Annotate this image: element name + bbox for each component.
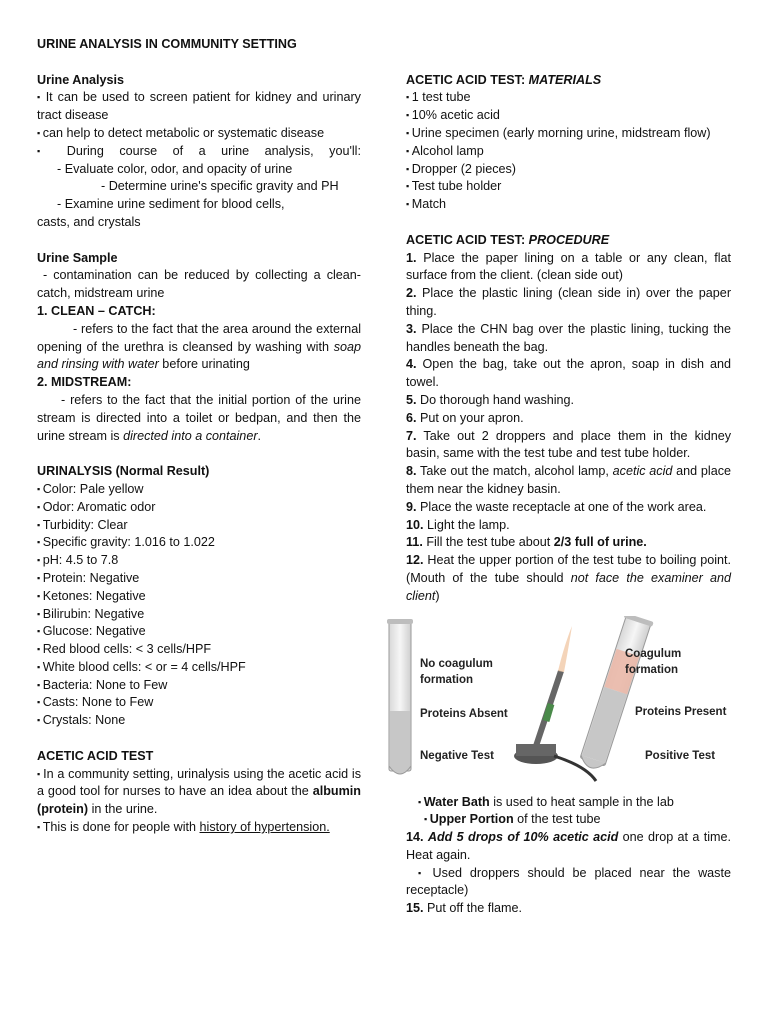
urinalysis-item: ▪ Turbidity: Clear: [37, 517, 361, 535]
procedure-step: 11. Fill the test tube about 2/3 full of urine.: [406, 535, 647, 550]
procedure-step: 10. Light the lamp.: [406, 517, 510, 532]
urinalysis-list: [37, 481, 361, 730]
figure-label-left-top: No coagulum formation: [420, 657, 493, 686]
urine-analysis-subitem: - Determine urine's specific gravity and PH: [101, 179, 339, 194]
procedure-step: 5. Do thorough hand washing.: [406, 392, 575, 407]
urinalysis-item: ▪ Red blood cells: < 3 cells/HPF: [37, 641, 361, 659]
materials-item: ▪ Test tube holder: [406, 178, 731, 196]
urine-analysis-subitem-cont: casts, and crystals: [37, 214, 141, 229]
materials-item: ▪ Match: [406, 196, 731, 214]
urinalysis-item: ▪ White blood cells: < or = 4 cells/HPF: [37, 659, 361, 677]
materials-item: ▪ Urine specimen (early morning urine, midstream flow): [406, 125, 731, 143]
left-column: [37, 36, 361, 837]
urine-analysis-bullet: ▪ During course of a urine analysis, you'll:: [37, 143, 361, 161]
urine-analysis-subitem: - Examine urine sediment for blood cells,: [57, 197, 285, 212]
urinalysis-item: ▪ pH: 4.5 to 7.8: [37, 552, 361, 570]
urinalysis-item: ▪ Protein: Negative: [37, 570, 361, 588]
acetic-acid-test-heading: ACETIC ACID TEST: [37, 748, 154, 763]
right-column: [406, 36, 731, 918]
procedure-step: 15. Put off the flame.: [406, 901, 522, 916]
materials-item: ▪ Alcohol lamp: [406, 143, 731, 161]
urinalysis-item: ▪ Bilirubin: Negative: [37, 606, 361, 624]
urinalysis-item: ▪ Ketones: Negative: [37, 588, 361, 606]
figure-label-left-bottom: Negative Test: [420, 749, 494, 762]
urinalysis-item: ▪ Casts: None to Few: [37, 694, 361, 712]
procedure-step: 1. Place the paper lining on a table or any clean, flat surface from the client. (clean side out): [406, 250, 731, 283]
materials-list: [406, 89, 731, 214]
midstream-heading: 2. MIDSTREAM:: [37, 375, 132, 390]
procedure-step: 14. Add 5 drops of 10% acetic acid one drop at a time. Heat again.: [406, 830, 732, 862]
water-bath-note: ▪ Water Bath is used to heat sample in the lab: [406, 794, 731, 812]
urine-analysis-bullet: ▪ can help to detect metabolic or systematic disease: [37, 125, 361, 143]
procedure-step: 8. Take out the match, alcohol lamp, acetic acid and place them near the kidney basin.: [406, 464, 731, 496]
urinalysis-item: ▪ Crystals: None: [37, 712, 361, 730]
clean-catch-heading: 1. CLEAN – CATCH:: [37, 303, 156, 318]
urine-sample-heading: Urine Sample: [37, 250, 118, 265]
procedure-heading: ACETIC ACID TEST: PROCEDURE: [406, 232, 610, 247]
acetic-acid-test-figure: [386, 616, 746, 786]
urinalysis-item: ▪ Odor: Aromatic odor: [37, 499, 361, 517]
procedure-step: 3. Place the CHN bag over the plastic lining, tucking the handles beneath the bag.: [406, 321, 731, 354]
procedure-list: [406, 250, 731, 606]
procedure-step: 7. Take out 2 droppers and place them in the kidney basin, same with the test tube and test tube holder.: [406, 428, 731, 461]
after-figure-text: [406, 794, 731, 919]
urinalysis-heading: URINALYSIS (Normal Result): [37, 464, 210, 479]
procedure-step: 2. Place the plastic lining (clean side in) over the paper thing.: [406, 286, 732, 318]
procedure-step: 4. Open the bag, take out the apron, soap in dish and towel.: [406, 357, 731, 390]
urine-sample-intro: - contamination can be reduced by collecting a clean-catch, midstream urine: [37, 268, 361, 301]
clean-catch-text: - refers to the fact that the area around the external opening of the urethra is cleansed by washing with soap and rinsing with water before urinating: [37, 321, 361, 372]
positive-test-tube: [576, 616, 653, 772]
materials-item: ▪ 1 test tube: [406, 89, 731, 107]
droppers-note: ▪ Used droppers should be placed near the waste receptacle): [406, 865, 731, 901]
procedure-step: 9. Place the waste receptacle at one of the work area.: [406, 499, 707, 514]
urine-analysis-heading: Urine Analysis: [37, 72, 125, 87]
materials-item: ▪ 10% acetic acid: [406, 107, 731, 125]
urinalysis-item: ▪ Glucose: Negative: [37, 623, 361, 641]
acetic-acid-test-paragraph: ▪ In a community setting, urinalysis using the acetic acid is a good tool for nurses to have an idea about the albumin (protein) in the urine.: [37, 766, 361, 819]
negative-test-tube: [387, 619, 413, 774]
urinalysis-item: ▪ Color: Pale yellow: [37, 481, 361, 499]
materials-heading: ACETIC ACID TEST: MATERIALS: [406, 72, 602, 87]
procedure-step: 6. Put on your apron.: [406, 410, 524, 425]
midstream-text: - refers to the fact that the initial portion of the urine stream is directed into a toilet or bedpan, and then the urine stream is directed into a container.: [37, 392, 361, 443]
upper-portion-note: ▪ Upper Portion of the test tube: [406, 811, 731, 829]
procedure-step: 12. Heat the upper portion of the test tube to boiling point. (Mouth of the tube should not face the examiner and client): [406, 553, 732, 603]
figure-label-right-top: Coagulum formation: [625, 647, 682, 676]
materials-item: ▪ Dropper (2 pieces): [406, 161, 731, 179]
acetic-acid-test-paragraph: ▪ This is done for people with history of hypertension.: [37, 819, 361, 837]
urine-analysis-subitem: - Evaluate color, odor, and opacity of urine: [57, 161, 293, 176]
urinalysis-item: ▪ Specific gravity: 1.016 to 1.022: [37, 534, 361, 552]
page-title: URINE ANALYSIS IN COMMUNITY SETTING: [37, 37, 297, 51]
figure-label-left-mid: Proteins Absent: [420, 707, 508, 720]
figure-label-right-mid: Proteins Present: [635, 705, 727, 718]
figure-label-right-bottom: Positive Test: [645, 749, 716, 762]
urine-analysis-bullet: ▪ It can be used to screen patient for kidney and urinary tract disease: [37, 89, 361, 125]
urinalysis-item: ▪ Bacteria: None to Few: [37, 677, 361, 695]
